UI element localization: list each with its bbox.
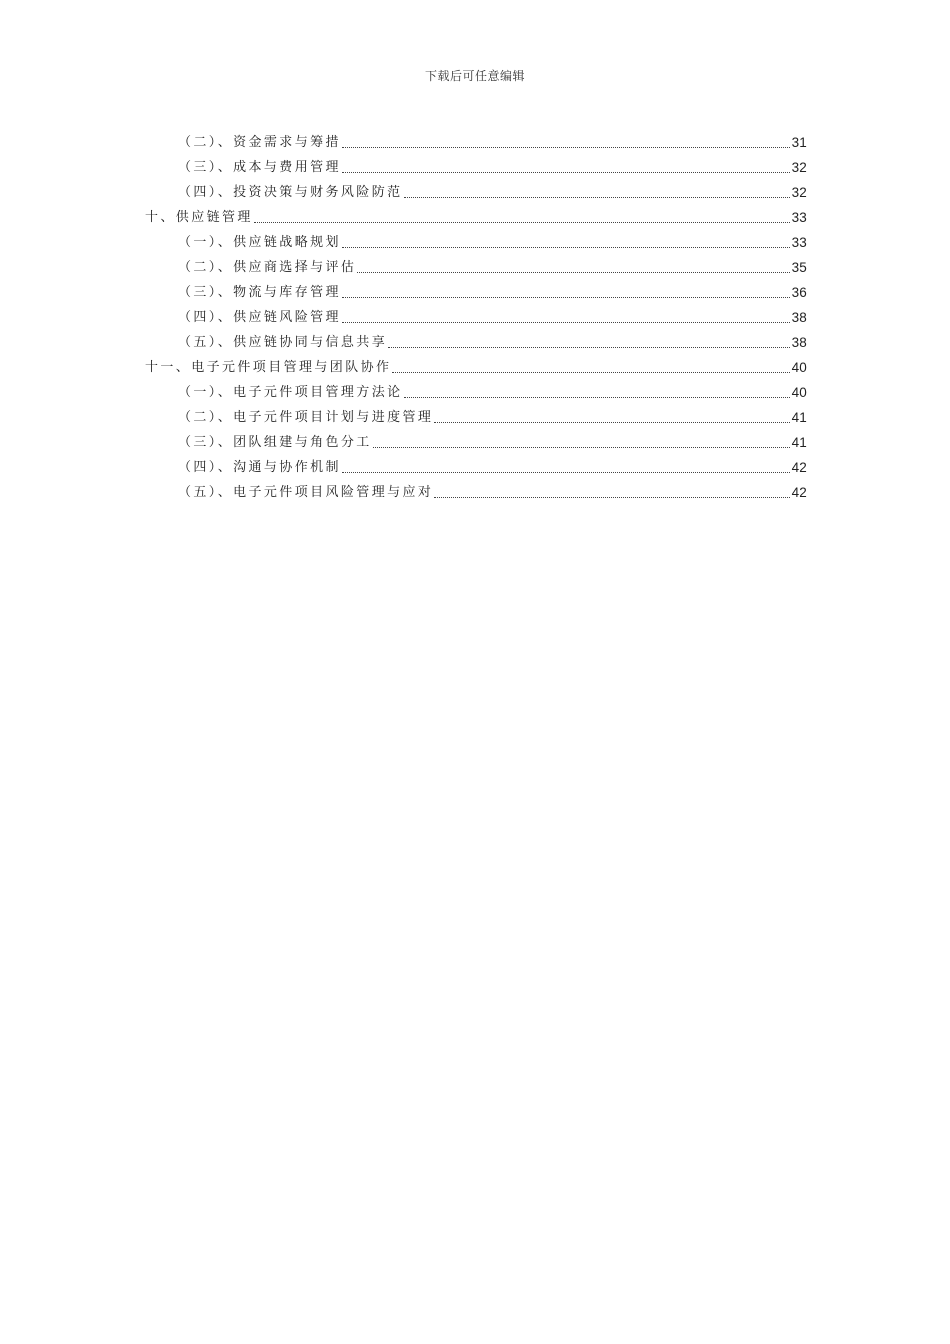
toc-chapter-entry[interactable] [145, 202, 807, 227]
toc-page-number: 32 [791, 160, 807, 175]
toc-dot-leader [342, 146, 790, 148]
toc-entry[interactable] [145, 252, 807, 277]
toc-entry-title: （一）、电子元件项目管理方法论 [178, 385, 403, 400]
toc-page-number: 40 [791, 360, 807, 375]
toc-dot-leader [404, 196, 790, 198]
toc-page-number: 33 [791, 235, 807, 250]
toc-entry[interactable] [145, 477, 807, 502]
toc-dot-leader [342, 321, 790, 323]
toc-page-number: 41 [791, 410, 807, 425]
toc-page-number: 35 [791, 260, 807, 275]
page-header: 下载后可任意编辑 [424, 69, 525, 83]
toc-dot-leader [434, 496, 789, 498]
toc-page-number: 42 [791, 485, 807, 500]
toc-page-number: 36 [791, 285, 807, 300]
toc-entry-title: （四）、沟通与协作机制 [178, 460, 341, 475]
toc-dot-leader [342, 171, 790, 173]
toc-page-number: 38 [791, 310, 807, 325]
toc-entry-title: （三）、物流与库存管理 [178, 285, 341, 300]
toc-entry[interactable] [145, 302, 807, 327]
toc-entry-title: （四）、供应链风险管理 [178, 310, 341, 325]
toc-entry[interactable] [145, 277, 807, 302]
toc-dot-leader [434, 421, 789, 423]
toc-entry[interactable] [145, 402, 807, 427]
toc-entry-title: （二）、供应商选择与评估 [178, 260, 357, 275]
toc-page-number: 33 [791, 210, 807, 225]
toc-dot-leader [342, 471, 790, 473]
toc-dot-leader [342, 296, 790, 298]
toc-page-number: 40 [791, 385, 807, 400]
toc-entry[interactable] [145, 452, 807, 477]
toc-page-number: 38 [791, 335, 807, 350]
toc-dot-leader [404, 396, 790, 398]
toc-dot-leader [357, 271, 789, 273]
toc-dot-leader [254, 221, 790, 223]
toc-entry-title: （一）、供应链战略规划 [178, 235, 341, 250]
toc-entry-title: （三）、成本与费用管理 [178, 160, 341, 175]
toc-entry[interactable] [145, 227, 807, 252]
toc-entry[interactable] [145, 127, 807, 152]
toc-entry-title: （二）、电子元件项目计划与进度管理 [178, 410, 434, 425]
toc-entry[interactable] [145, 152, 807, 177]
toc-entry-title: （四）、投资决策与财务风险防范 [178, 185, 403, 200]
toc-entry-title: （三）、团队组建与角色分工 [178, 435, 372, 450]
toc-entry[interactable] [145, 377, 807, 402]
toc-dot-leader [373, 446, 790, 448]
toc-dot-leader [388, 346, 789, 348]
toc-page-number: 41 [791, 435, 807, 450]
toc-entry-title: （二）、资金需求与筹措 [178, 135, 341, 150]
toc-entry[interactable] [145, 427, 807, 452]
toc-entry[interactable] [145, 177, 807, 202]
toc-entry[interactable] [145, 327, 807, 352]
toc-entry-title: 十一、电子元件项目管理与团队协作 [145, 360, 392, 375]
toc-entry-title: （五）、供应链协同与信息共享 [178, 335, 388, 350]
toc-dot-leader [342, 246, 790, 248]
toc-dot-leader [392, 371, 789, 373]
toc-entry-title: 十、供应链管理 [145, 210, 253, 225]
toc-page-number: 42 [791, 460, 807, 475]
toc-page-number: 31 [791, 135, 807, 150]
toc-entry-title: （五）、电子元件项目风险管理与应对 [178, 485, 434, 500]
toc-page-number: 32 [791, 185, 807, 200]
toc-chapter-entry[interactable] [145, 352, 807, 377]
table-of-contents [145, 127, 807, 502]
